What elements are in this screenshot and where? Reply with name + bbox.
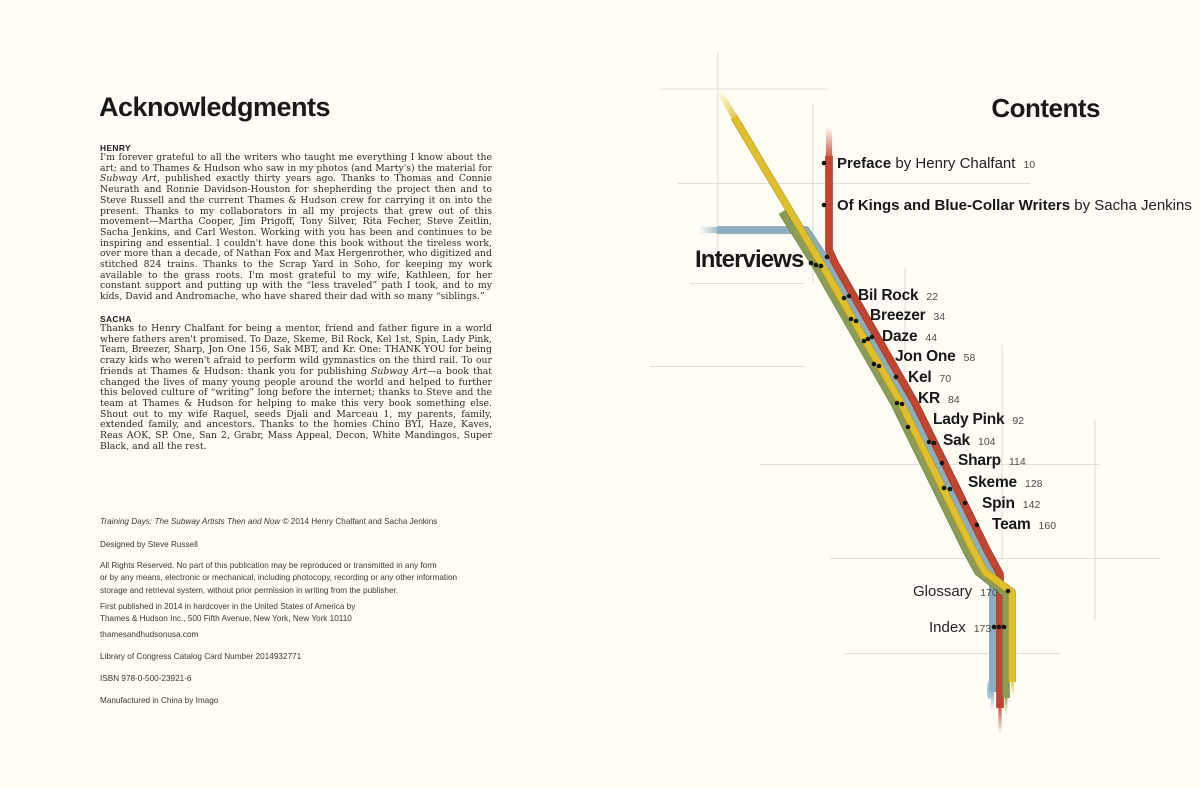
text-segment: Thanks to Henry Chalfant for being a mentor, friend and father figure in a world where fathers aren't promised. To Daze, Skeme, Bil Rock, Kel 1st, Spin, Lady Pink, Team, Breezer, Sharp, Jon One 156, Sak MBT, and Kr. One: THANK YOU for being crazy kids who weren't afraid to perform wild gymnastics on the third rail. To our friends at Thames & Hudson: thank you for publishing bbox=[100, 323, 492, 377]
entry-page-number: 170 bbox=[980, 587, 998, 599]
text-segment: Library of Congress Catalog Card Number 2014932771 bbox=[100, 652, 302, 661]
entry-page-number: 160 bbox=[1038, 520, 1057, 532]
text-segment: I'm forever grateful to all the writers who taught me everything I know about the art; and to Thames & Hudson who saw in my photos (and Marty's) the material for bbox=[100, 152, 492, 174]
contents-entry-lady-pink bbox=[933, 411, 1024, 429]
text-segment: © 2014 Henry Chalfant and Sacha Jenkins bbox=[280, 517, 438, 526]
contents-entry-team bbox=[992, 516, 1056, 534]
text-segment: thamesandhudsonusa.com bbox=[100, 630, 199, 639]
colophon-line bbox=[100, 516, 437, 528]
entry-page-number: 114 bbox=[1008, 456, 1026, 468]
colophon-line bbox=[100, 651, 301, 663]
entry-page-number: 58 bbox=[963, 352, 976, 364]
colophon-line bbox=[100, 585, 457, 597]
contents-entry-index bbox=[929, 619, 991, 637]
entry-page-number: 84 bbox=[948, 394, 960, 406]
interviewee-name: Jon One bbox=[895, 348, 956, 365]
colophon-block-1 bbox=[100, 539, 198, 551]
colophon-block-0 bbox=[100, 516, 437, 528]
text-segment: Subway Art bbox=[100, 173, 157, 185]
colophon-line bbox=[100, 613, 355, 625]
entry-page-number: 70 bbox=[939, 373, 952, 385]
text-segment: Training Days: The Subway Artists Then and Now bbox=[100, 517, 281, 526]
station-dots bbox=[809, 161, 1011, 630]
entry-title: Of Kings and Blue-Collar Writers bbox=[837, 197, 1071, 214]
interviewee-name: Bil Rock bbox=[858, 287, 919, 304]
contents-entry-spin bbox=[982, 495, 1040, 513]
entry-byline: by Henry Chalfant bbox=[891, 155, 1016, 172]
interviewee-name: KR bbox=[918, 390, 940, 407]
acknowledgments-title: Acknowledgments bbox=[99, 92, 331, 122]
entry-page-number: 22 bbox=[926, 291, 939, 303]
section-label-henry: HENRY bbox=[100, 143, 132, 153]
contents-entry-breezer bbox=[870, 307, 945, 325]
interviewee-name: Skeme bbox=[968, 474, 1017, 491]
colophon-line bbox=[100, 539, 198, 551]
interviewee-name: Team bbox=[992, 516, 1031, 533]
interviewee-name: Sharp bbox=[958, 452, 1001, 469]
colophon-block-4 bbox=[100, 629, 198, 641]
entry-byline: by Sacha Jenkins bbox=[1070, 197, 1192, 214]
contents-entry-skeme bbox=[968, 474, 1043, 492]
entry-page-number: 173 bbox=[973, 623, 992, 635]
entry-title: Preface bbox=[837, 155, 892, 172]
contents-entry-kel bbox=[908, 369, 951, 387]
contents-entry-bil-rock bbox=[858, 287, 938, 305]
interviewee-name: Spin bbox=[982, 495, 1015, 512]
contents-entry-of-kings-and-blue-collar-writers bbox=[837, 197, 1200, 215]
entry-page-number: 44 bbox=[925, 332, 938, 344]
colophon-line bbox=[100, 560, 457, 572]
text-segment: —a book that changed the lives of many young people around the world and helped to further this beloved culture of “writing” long before the internet; thanks to Steve and the team at Thames & Hudson for helping to make this very book something else. Shout out to my wife Raquel, seeds Djali and Marceau 1, my parents, family, extended family, and ancestors. Thanks to the homies Chino BYI, Haze, Kaves, Reas AOK, SP. One, San 2, Grabr, Mass Appeal, Decon, White Mandingos, Super Black, and all the rest. bbox=[100, 365, 492, 452]
text-segment: Thames & Hudson Inc., 500 Fifth Avenue, New York, New York 10110 bbox=[100, 614, 352, 624]
interviewee-name: Kel bbox=[908, 369, 932, 386]
entry-title: Index bbox=[929, 619, 966, 636]
colophon-line bbox=[100, 695, 218, 707]
entry-page-number: 10 bbox=[1023, 159, 1036, 171]
interviewee-name: Lady Pink bbox=[933, 411, 1005, 428]
contents-entry-glossary bbox=[913, 583, 998, 601]
colophon-block-6 bbox=[100, 673, 192, 685]
entry-title: Glossary bbox=[913, 583, 973, 600]
text-segment: or by any means, electronic or mechanical, including photocopy, recording or any other information bbox=[100, 573, 458, 583]
text-segment: All Rights Reserved. No part of this publication may be reproduced or transmitted in any form bbox=[100, 561, 437, 570]
colophon-block-7 bbox=[100, 695, 218, 707]
contents-entry-sharp bbox=[958, 452, 1026, 470]
entry-page-number: 34 bbox=[933, 311, 946, 323]
interviewee-name: Daze bbox=[882, 328, 918, 345]
entry-page-number: 104 bbox=[977, 436, 996, 448]
colophon-line bbox=[100, 572, 457, 584]
colophon-line bbox=[100, 629, 198, 641]
interviewee-name: Breezer bbox=[870, 307, 926, 324]
text-segment: Subway Art bbox=[370, 365, 428, 377]
text-segment: Designed by Steve Russell bbox=[100, 540, 198, 549]
entry-page-number: 142 bbox=[1022, 499, 1041, 511]
acknowledgment-paragraph-sacha bbox=[100, 324, 492, 452]
text-segment: Manufactured in China by Imago bbox=[100, 696, 219, 705]
contents-entry-preface bbox=[837, 155, 1035, 173]
contents-entry-kr bbox=[918, 390, 960, 408]
colophon-line bbox=[100, 601, 355, 613]
text-segment: storage and retrieval system, without prior permission in writing from the publisher. bbox=[100, 585, 399, 595]
contents-title: Contents bbox=[991, 93, 1100, 123]
contents-entry-sak bbox=[943, 432, 996, 450]
colophon-block-2 bbox=[100, 560, 457, 597]
colophon-block-3 bbox=[100, 601, 355, 626]
text-segment: ISBN 978-0-500-23921-6 bbox=[100, 674, 192, 683]
paint-drips bbox=[987, 676, 1013, 733]
acknowledgment-paragraph-henry bbox=[100, 153, 492, 303]
contents-entry-daze bbox=[882, 328, 937, 346]
colophon-line bbox=[100, 673, 192, 685]
entry-page-number: 92 bbox=[1012, 415, 1025, 427]
entry-page-number: 128 bbox=[1024, 478, 1043, 490]
colophon-block-5 bbox=[100, 651, 301, 663]
section-label-sacha: SACHA bbox=[100, 314, 132, 324]
interviewee-name: Sak bbox=[943, 432, 970, 449]
contents-entry-jon-one bbox=[895, 348, 975, 366]
interviews-heading: Interviews bbox=[695, 246, 804, 273]
text-segment: , published exactly thirty years ago. Thanks to Thomas and Connie Neurath and Ronnie Davidson-Houston for shepherding the project then and to Steve Russell and the current Thames & Hudson crew for carrying it on into the present. Thanks to my collaborators in all my projects that grew out of this movement—Martha Cooper, Jim Prigoff, Tony Silver, Rita Fecher, Steve Zeitlin, Sacha Jenkins, and Carl Weston. Working with you has been and continues to be inspiring and essential. I couldn't have done this book without the tireless work, over more than a decade, of Nathan Fox and Max Hergenrother, who digitized and stitched 824 trains. Thanks to the Scrap Yard in Soho, for keeping my work available to the grass roots. I'm most grateful to my wife, Kathleen, for her constant support and putting up with the “less traveled” path I took, and to my kids, David and Andromache, who have shared their dad with so many “siblings.” bbox=[100, 173, 492, 303]
text-segment: First published in 2014 in hardcover in the United States of America by bbox=[100, 602, 356, 611]
